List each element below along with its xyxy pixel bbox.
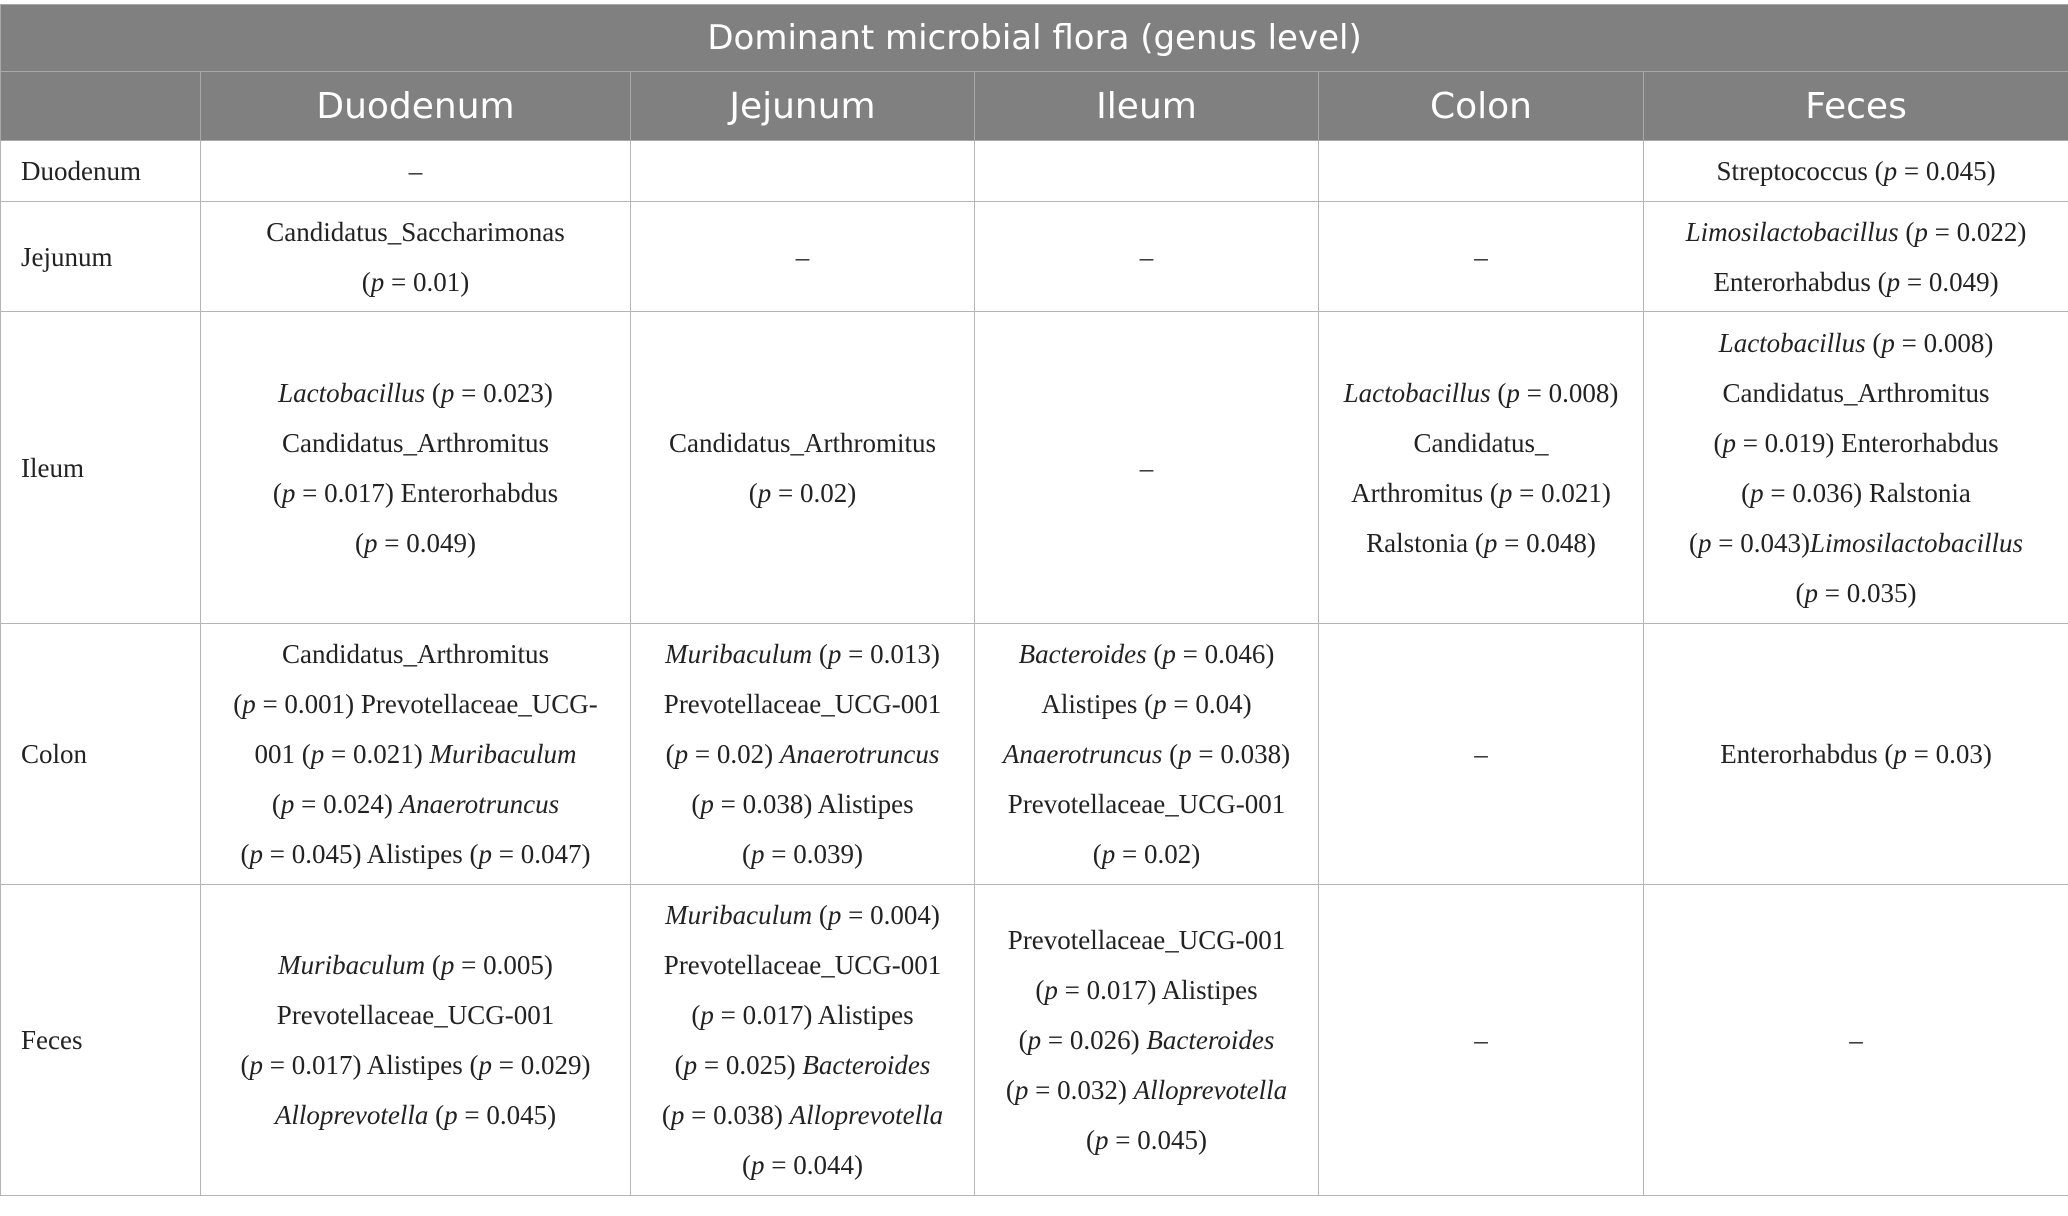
italic-text: p: [757, 477, 772, 508]
cell-line: [215, 629, 616, 679]
cell-text: –: [408, 156, 423, 186]
cell-text: Prevotellaceae_UCG-001: [663, 950, 942, 980]
cell-text: (: [1490, 377, 1507, 408]
italic-text: Lactobacillus: [278, 377, 426, 408]
italic-text: p: [700, 789, 714, 819]
cell-text: Candidatus_Arthromitus: [282, 639, 549, 669]
cell-text: 001 (: [254, 739, 311, 769]
cell-text: Prevotellaceae_UCG-001: [276, 1000, 555, 1030]
cell-line: [1658, 729, 2054, 779]
cell-text: –: [1139, 241, 1154, 272]
cell-line: [215, 257, 616, 307]
table-cell-jejunum: [631, 312, 975, 624]
cell-text: = 0.017) Alistipes (: [263, 1050, 479, 1080]
table-cell-feces: [1644, 202, 2068, 312]
cell-text: –: [1474, 1025, 1488, 1055]
table-cell-colon: [1319, 312, 1644, 624]
cell-text: Enterorhabdus (: [1720, 739, 1894, 769]
cell-line: [215, 729, 616, 779]
table-cell-jejunum: [631, 202, 975, 312]
cell-text: = 0.02): [771, 477, 857, 508]
cell-text: (: [661, 1100, 671, 1130]
cell-text: = 0.045): [1108, 1125, 1207, 1155]
column-header-jejunum: Jejunum: [631, 72, 975, 141]
cell-line: [989, 629, 1304, 679]
cell-text: = 0.02): [688, 739, 780, 769]
italic-text: p: [1883, 156, 1898, 186]
cell-text: = 0.046): [1175, 639, 1275, 669]
cell-text: = 0.039): [764, 839, 863, 869]
cell-text: (: [748, 477, 758, 508]
cell-line: [1333, 232, 1629, 282]
cell-text: = 0.023): [454, 377, 553, 408]
cell-text: (: [691, 1000, 701, 1030]
cell-line: [1333, 418, 1629, 468]
row-label: Colon: [1, 624, 201, 885]
cell-line: [215, 368, 616, 418]
cell-text: (: [425, 950, 441, 980]
cell-line: [215, 146, 616, 196]
cell-line: [989, 679, 1304, 729]
cell-text: (: [361, 266, 371, 297]
table-cell-ileum: [975, 885, 1319, 1196]
cell-text: = 0.043): [1711, 527, 1810, 558]
cell-line: [645, 729, 960, 779]
cell-text: Enterorhabdus (: [1713, 266, 1887, 297]
cell-text: (: [425, 377, 441, 408]
table-cell-colon: [1319, 141, 1644, 202]
italic-text: p: [364, 527, 378, 558]
column-header-ileum: Ileum: [975, 72, 1319, 141]
italic-text: Anaerotruncus: [779, 739, 940, 769]
italic-text: Muribaculum: [429, 739, 577, 769]
cell-line: [989, 729, 1304, 779]
italic-text: Alloprevotella: [1133, 1075, 1288, 1105]
row-label: Feces: [1, 885, 201, 1196]
cell-text: Prevotellaceae_UCG-001: [1007, 925, 1286, 955]
italic-text: p: [1698, 527, 1712, 558]
column-header-feces: Feces: [1644, 72, 2068, 141]
italic-text: p: [478, 1050, 492, 1080]
cell-text: = 0.045): [457, 1100, 557, 1130]
cell-text: (: [355, 527, 365, 558]
cell-line: [645, 1040, 960, 1090]
cell-line: [645, 990, 960, 1040]
cell-text: (: [1086, 1125, 1096, 1155]
table-cell-feces: [1644, 312, 2068, 624]
cell-text: Ralstonia (: [1366, 527, 1484, 558]
table-cell-jejunum: [631, 141, 975, 202]
cell-text: = 0.044): [764, 1150, 863, 1180]
column-header-duodenum: Duodenum: [201, 72, 631, 141]
italic-text: p: [1162, 639, 1176, 669]
cell-line: [1333, 729, 1629, 779]
cell-text: –: [1139, 452, 1154, 483]
italic-text: p: [440, 950, 455, 980]
table-row: [1, 885, 2068, 1196]
cell-text: = 0.017) Alistipes: [1057, 975, 1258, 1005]
table-cell-feces: [1644, 885, 2068, 1196]
cell-text: = 0.021): [324, 739, 430, 769]
cell-line: [645, 679, 960, 729]
cell-line: [1658, 518, 2054, 568]
italic-text: p: [1483, 527, 1498, 558]
cell-text: = 0.004): [841, 900, 940, 930]
cell-text: Prevotellaceae_UCG-001: [663, 689, 942, 719]
cell-text: = 0.047): [492, 839, 591, 869]
cell-text: = 0.024): [294, 789, 400, 819]
italic-text: Lactobacillus: [1718, 327, 1866, 358]
italic-text: p: [670, 1100, 685, 1130]
cell-text: = 0.038): [684, 1100, 790, 1130]
cell-text: = 0.029): [492, 1050, 591, 1080]
cell-line: [989, 829, 1304, 879]
cell-text: (: [1092, 839, 1102, 869]
cell-text: –: [795, 241, 810, 272]
cell-line: [645, 829, 960, 879]
italic-text: Anaerotruncus: [399, 789, 560, 819]
cell-text: (: [742, 1150, 752, 1180]
cell-text: (: [233, 689, 243, 719]
table-cell-duodenum: [201, 141, 631, 202]
table-cell-duodenum: [201, 312, 631, 624]
cell-text: = 0.038): [1191, 739, 1291, 769]
cell-text: (: [674, 1050, 684, 1080]
cell-line: [1658, 568, 2054, 618]
microbial-flora-table: [0, 4, 2068, 1196]
cell-text: = 0.04): [1166, 689, 1252, 719]
cell-line: [215, 990, 616, 1040]
cell-text: Candidatus_Arthromitus: [669, 427, 936, 458]
italic-text: p: [827, 900, 842, 930]
table-cell-colon: [1319, 885, 1644, 1196]
table-row: [1, 202, 2068, 312]
italic-text: p: [751, 1150, 765, 1180]
cell-text: (: [1146, 639, 1163, 669]
cell-line: [989, 1015, 1304, 1065]
italic-text: p: [1044, 975, 1058, 1005]
table-cell-ileum: [975, 624, 1319, 885]
cell-text: = 0.045): [1897, 156, 1996, 186]
cell-text: = 0.049): [1900, 266, 1999, 297]
cell-text: = 0.035): [1818, 577, 1917, 608]
cell-text: Alistipes (: [1041, 689, 1154, 719]
cell-line: [989, 779, 1304, 829]
cell-line: [989, 232, 1304, 282]
cell-text: = 0.045) Alistipes (: [263, 839, 479, 869]
cell-text: = 0.001) Prevotellaceae_UCG-: [255, 689, 598, 719]
table-cell-feces: [1644, 141, 2068, 202]
cell-text: Candidatus_: [1413, 427, 1549, 458]
cell-line: [989, 443, 1304, 493]
italic-text: p: [700, 1000, 714, 1030]
column-header-colon: Colon: [1319, 72, 1644, 141]
cell-text: = 0.017) Alistipes: [713, 1000, 914, 1030]
cell-text: Prevotellaceae_UCG-001: [1007, 789, 1286, 819]
cell-text: –: [1849, 1025, 1863, 1055]
table-cell-jejunum: [631, 624, 975, 885]
cell-line: [1333, 468, 1629, 518]
cell-text: = 0.026): [1041, 1025, 1147, 1055]
cell-text: = 0.019) Enterorhabdus: [1735, 427, 1999, 458]
cell-text: (: [812, 639, 828, 669]
table-cell-colon: [1319, 624, 1644, 885]
table-title: Dominant microbial flora (genus level): [1, 5, 2068, 72]
cell-line: [1333, 1015, 1629, 1065]
italic-text: p: [242, 689, 256, 719]
cell-line: [215, 1090, 616, 1140]
table-cell-duodenum: [201, 202, 631, 312]
row-label: Duodenum: [1, 141, 201, 202]
italic-text: Muribaculum: [278, 950, 426, 980]
cell-line: [645, 629, 960, 679]
table-row: [1, 312, 2068, 624]
cell-text: = 0.038) Alistipes: [713, 789, 914, 819]
italic-text: Limosilactobacillus: [1685, 216, 1899, 247]
cell-line: [215, 779, 616, 829]
cell-line: [1333, 368, 1629, 418]
cell-text: = 0.021): [1512, 477, 1611, 508]
cell-text: = 0.005): [454, 950, 553, 980]
italic-text: p: [370, 266, 385, 297]
cell-text: (: [1689, 527, 1699, 558]
cell-line: [215, 1040, 616, 1090]
cell-text: (: [271, 789, 281, 819]
cell-text: = 0.032): [1028, 1075, 1134, 1105]
italic-text: Muribaculum: [665, 639, 813, 669]
table-cell-feces: [1644, 624, 2068, 885]
cell-text: (: [428, 1100, 445, 1130]
cell-text: (: [1018, 1025, 1028, 1055]
table-row: [1, 141, 2068, 202]
cell-line: [645, 940, 960, 990]
cell-line: [1658, 207, 2054, 257]
cell-text: = 0.022): [1927, 216, 2027, 247]
italic-text: p: [249, 839, 264, 869]
cell-text: = 0.049): [377, 527, 476, 558]
cell-line: [645, 890, 960, 940]
cell-line: [215, 679, 616, 729]
cell-line: [989, 915, 1304, 965]
cell-text: = 0.048): [1497, 527, 1596, 558]
cell-text: (: [1005, 1075, 1015, 1105]
italic-text: p: [1178, 739, 1192, 769]
cell-line: [645, 468, 960, 518]
cell-text: = 0.025): [697, 1050, 803, 1080]
italic-text: p: [310, 739, 325, 769]
cell-text: = 0.02): [1115, 839, 1201, 869]
cell-text: (: [812, 900, 828, 930]
italic-text: p: [478, 839, 492, 869]
italic-text: p: [440, 377, 455, 408]
cell-text: (: [691, 789, 701, 819]
cell-text: (: [1035, 975, 1045, 1005]
italic-text: p: [827, 639, 842, 669]
italic-text: p: [751, 839, 765, 869]
cell-line: [1333, 518, 1629, 568]
italic-text: p: [1893, 739, 1907, 769]
cell-text: (: [240, 839, 250, 869]
cell-text: (: [1795, 577, 1805, 608]
cell-text: = 0.03): [1906, 739, 1992, 769]
italic-text: p: [1014, 1075, 1029, 1105]
cell-line: [215, 829, 616, 879]
row-label: Ileum: [1, 312, 201, 624]
cell-text: –: [1474, 241, 1488, 272]
italic-text: p: [1886, 266, 1901, 297]
italic-text: p: [281, 477, 296, 508]
table-row: [1, 624, 2068, 885]
cell-text: (: [1741, 477, 1751, 508]
table-cell-ileum: [975, 312, 1319, 624]
cell-text: Streptococcus (: [1716, 156, 1884, 186]
row-label: Jejunum: [1, 202, 201, 312]
cell-line: [989, 1115, 1304, 1165]
cell-text: (: [665, 739, 675, 769]
italic-text: p: [674, 739, 689, 769]
table-body: [1, 141, 2068, 1196]
italic-text: p: [249, 1050, 264, 1080]
cell-line: [1658, 418, 2054, 468]
cell-text: (: [1713, 427, 1723, 458]
cell-line: [215, 418, 616, 468]
italic-text: Alloprevotella: [789, 1100, 944, 1130]
cell-line: [645, 418, 960, 468]
italic-text: p: [1153, 689, 1167, 719]
cell-text: Candidatus_Arthromitus: [282, 427, 549, 458]
cell-line: [1658, 368, 2054, 418]
cell-text: –: [1474, 739, 1488, 769]
cell-line: [645, 1090, 960, 1140]
table-cell-ileum: [975, 141, 1319, 202]
italic-text: p: [444, 1100, 458, 1130]
cell-text: = 0.01): [384, 266, 470, 297]
cell-text: Candidatus_Saccharimonas: [266, 216, 565, 247]
italic-text: p: [1101, 839, 1116, 869]
italic-text: Alloprevotella: [274, 1100, 429, 1130]
table-cell-jejunum: [631, 885, 975, 1196]
italic-text: p: [1722, 427, 1736, 458]
italic-text: Lactobacillus: [1343, 377, 1491, 408]
cell-line: [645, 232, 960, 282]
italic-text: Bacteroides: [802, 1050, 931, 1080]
italic-text: p: [1804, 577, 1819, 608]
cell-text: = 0.013): [841, 639, 940, 669]
italic-text: p: [1750, 477, 1764, 508]
italic-text: Bacteroides: [1018, 639, 1147, 669]
italic-text: p: [1506, 377, 1520, 408]
cell-text: Candidatus_Arthromitus: [1722, 377, 1990, 408]
cell-line: [215, 518, 616, 568]
cell-text: Arthromitus (: [1351, 477, 1499, 508]
cell-line: [1658, 1015, 2054, 1065]
cell-line: [989, 1065, 1304, 1115]
cell-text: (: [742, 839, 752, 869]
italic-text: Limosilactobacillus: [1810, 527, 2024, 558]
italic-text: Anaerotruncus: [1002, 739, 1163, 769]
cell-line: [1658, 468, 2054, 518]
cell-text: (: [1865, 327, 1882, 358]
italic-text: p: [1027, 1025, 1042, 1055]
cell-line: [645, 1140, 960, 1190]
cell-line: [645, 779, 960, 829]
cell-text: = 0.008): [1894, 327, 1994, 358]
cell-text: = 0.036) Ralstonia: [1763, 477, 1971, 508]
table-cell-duodenum: [201, 885, 631, 1196]
cell-line: [215, 940, 616, 990]
italic-text: Muribaculum: [665, 900, 813, 930]
cell-line: [1658, 318, 2054, 368]
table-cell-ileum: [975, 202, 1319, 312]
cell-text: (: [240, 1050, 250, 1080]
italic-text: p: [1881, 327, 1895, 358]
cell-text: (: [1162, 739, 1179, 769]
italic-text: p: [280, 789, 295, 819]
italic-text: p: [1914, 216, 1928, 247]
cell-line: [1658, 257, 2054, 307]
column-header-blank: [1, 72, 201, 141]
table-cell-colon: [1319, 202, 1644, 312]
cell-line: [215, 468, 616, 518]
italic-text: Bacteroides: [1146, 1025, 1275, 1055]
cell-line: [215, 207, 616, 257]
cell-text: (: [272, 477, 282, 508]
italic-text: p: [1498, 477, 1513, 508]
table-cell-duodenum: [201, 624, 631, 885]
cell-text: = 0.008): [1519, 377, 1619, 408]
cell-line: [989, 965, 1304, 1015]
italic-text: p: [683, 1050, 698, 1080]
cell-text: = 0.017) Enterorhabdus: [295, 477, 559, 508]
cell-line: [1658, 146, 2054, 196]
cell-text: (: [1898, 216, 1915, 247]
italic-text: p: [1095, 1125, 1109, 1155]
